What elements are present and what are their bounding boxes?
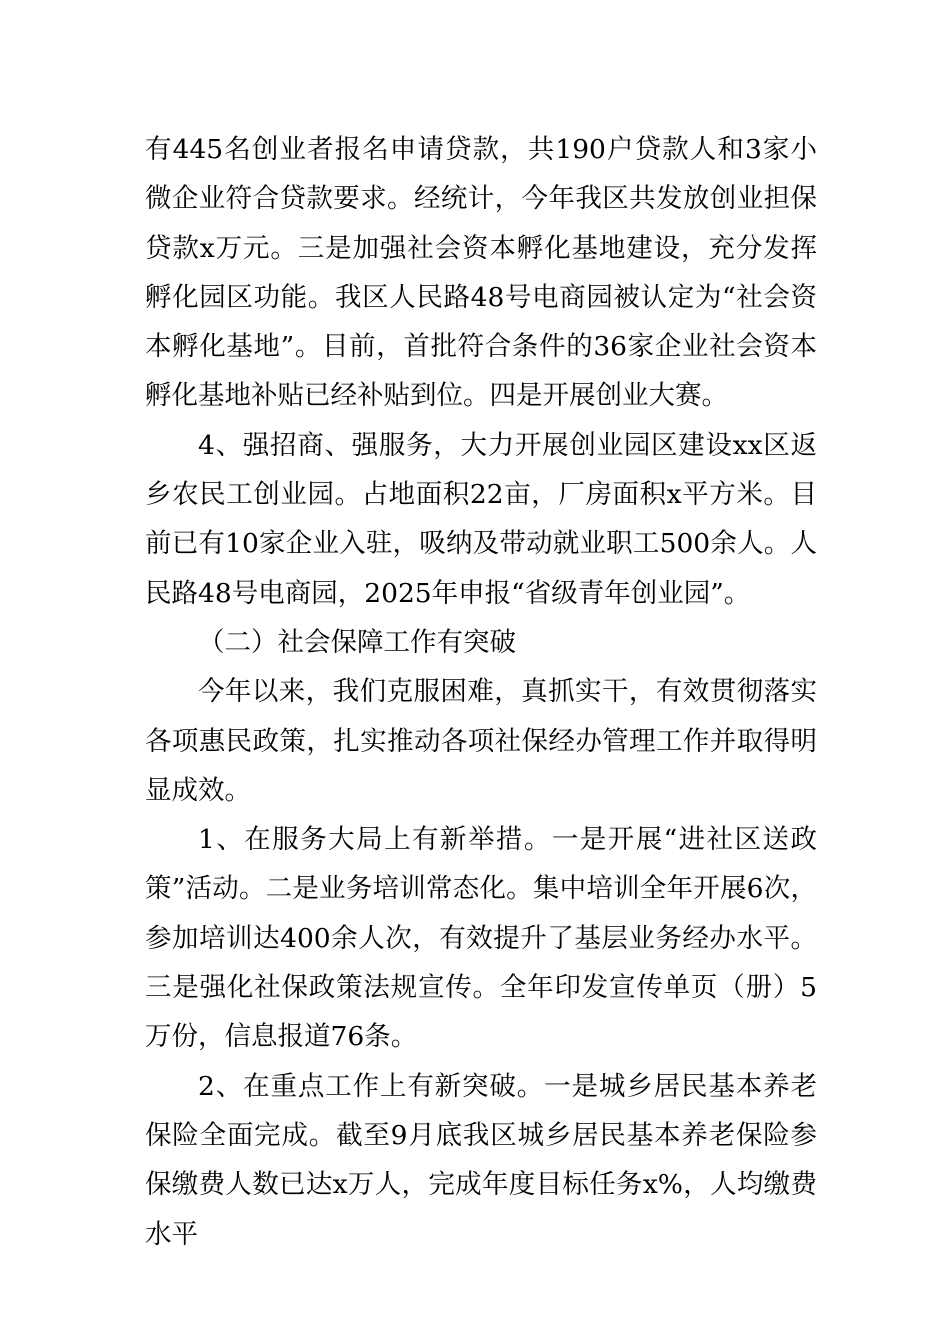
paragraph-entrepreneurship-park: 4、强招商、强服务，大力开展创业园区建设xx区返乡农民工创业园。占地面积22亩，厂房面积x平方米。目前已有10家企业入驻，吸纳及带动就业职工500余人。人民路48号电商园，2025年申报“省级青年创业园”。 [145, 429, 817, 609]
paragraph-key-work: 2、在重点工作上有新突破。一是城乡居民基本养老保险全面完成。截至9月底我区城乡居民基本养老保险参保缴费人数已达x万人，完成年度目标任务x%，人均缴费水平 [145, 1070, 817, 1250]
paragraph-loans: 有445名创业者报名申请贷款，共190户贷款人和3家小微企业符合贷款要求。经统计，今年我区共发放创业担保贷款x万元。三是加强社会资本孵化基地建设，充分发挥孵化园区功能。我区人民路48号电商园被认定为“社会资本孵化基地”。目前，首批符合条件的36家企业社会资本孵化基地补贴已经补贴到位。四是开展创业大赛。 [145, 134, 817, 412]
document-body [145, 125, 817, 1259]
paragraph-social-security-intro: 今年以来，我们克服困难，真抓实干，有效贯彻落实各项惠民政策，扎实推动各项社保经办管理工作并取得明显成效。 [145, 676, 817, 806]
paragraph-service-measures: 1、在服务大局上有新举措。一是开展“进社区送政策”活动。二是业务培训常态化。集中培训全年开展6次，参加培训达400余人次，有效提升了基层业务经办水平。三是强化社保政策法规宣传。全年印发宣传单页（册）5万份，信息报道76条。 [145, 824, 817, 1053]
section-heading-social-security: （二）社会保障工作有突破 [198, 626, 516, 658]
